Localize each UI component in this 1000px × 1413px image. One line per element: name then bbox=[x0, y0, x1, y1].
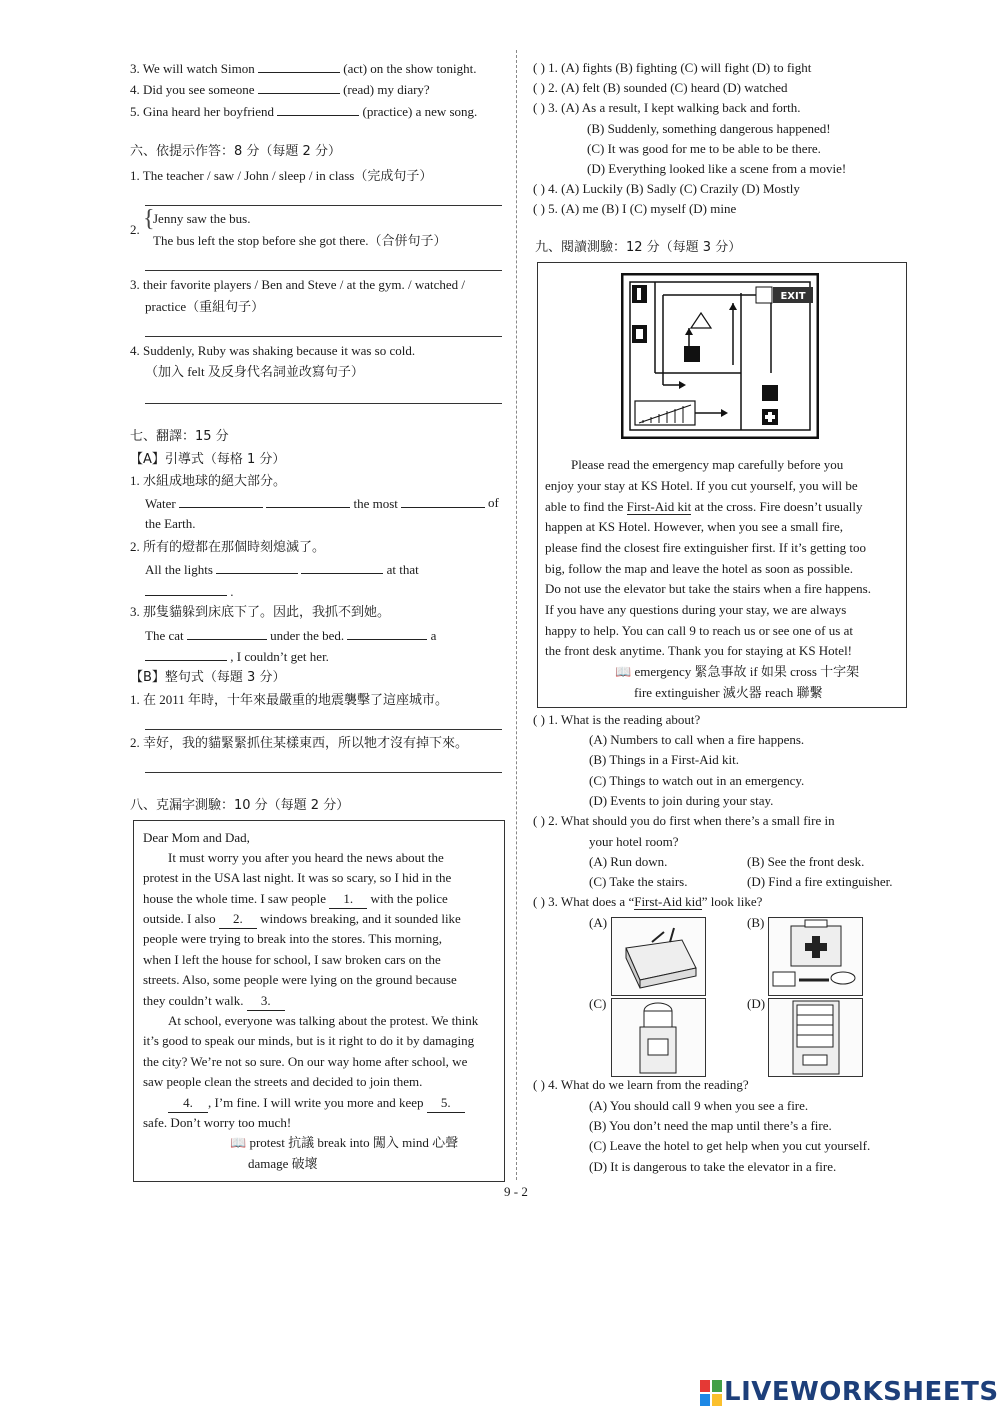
s6-q4-b: （加入 felt 及反身代名詞並改寫句子） bbox=[145, 364, 364, 379]
answer-blank[interactable] bbox=[145, 647, 227, 661]
answer-blank[interactable] bbox=[347, 626, 427, 640]
liveworksheets-badge-icon bbox=[700, 1380, 722, 1406]
answer-blank[interactable] bbox=[187, 626, 267, 640]
phone-icon bbox=[684, 346, 700, 362]
letter-line: streets. Also, some people were lying on the ground because bbox=[143, 972, 457, 987]
emergency-map bbox=[621, 273, 819, 439]
passage-line: able to find the First-Aid kit at the cross. Fire doesn’t usually bbox=[545, 499, 863, 514]
exit-door-icon bbox=[756, 287, 772, 303]
q4-opt-d: (D) It is dangerous to take the elevator in a fire. bbox=[589, 1159, 837, 1174]
answer-blank[interactable] bbox=[277, 102, 359, 116]
letter-line: safe. Don’t worry too much! bbox=[143, 1115, 292, 1130]
s6-q2-num: 2. bbox=[130, 222, 140, 237]
question-4[interactable]: ( ) 4. What do we learn from the reading? bbox=[533, 1077, 749, 1092]
q1-opt-a: (A) Numbers to call when a fire happens. bbox=[589, 732, 805, 747]
letter-line: protest in the USA last night. It was so scary, so I hid in the bbox=[143, 870, 452, 885]
passage-line: enjoy your stay at KS Hotel. If you cut yourself, you will be bbox=[545, 478, 858, 493]
q1-opt-b: (B) Things in a First-Aid kit. bbox=[589, 752, 739, 767]
q2-opt-a: (A) Run down. bbox=[589, 854, 668, 869]
passage-line: If you have any questions during your stay, we are always bbox=[545, 602, 847, 617]
item-5: 5. Gina heard her boyfriend (practice) a new song. bbox=[130, 104, 478, 119]
passage-line: big, follow the map and leave the hotel as soon as possible. bbox=[545, 561, 853, 576]
answer-line[interactable] bbox=[145, 772, 502, 773]
reading-vocab-2: fire extinguisher 滅火器 reach 聯繫 bbox=[634, 685, 823, 700]
letter-line: saw people clean the streets and decided to join them. bbox=[143, 1074, 423, 1089]
q4-opt-a: (A) You should call 9 when you see a fire. bbox=[589, 1098, 809, 1113]
s7-a3: 3. 那隻貓躲到床底下了。因此，我抓不到她。 bbox=[130, 604, 391, 619]
cloze-answer-4[interactable]: ( ) 4. (A) Luckily (B) Sadly (C) Crazily (D) Mostly bbox=[533, 181, 800, 196]
letter-line: when I left the house for school, I saw broken cars on the bbox=[143, 952, 441, 967]
water-dispenser-picture[interactable] bbox=[611, 998, 706, 1077]
answer-blank[interactable] bbox=[301, 560, 383, 574]
q1-opt-c: (C) Things to watch out in an emergency. bbox=[589, 773, 805, 788]
page-number: 9 - 2 bbox=[504, 1184, 528, 1199]
letter-line: it’s good to speak our minds, but is it right to do it by damaging bbox=[143, 1033, 475, 1048]
cloze-vocab: 📖 protest 抗議 break into 闖入 mind 心聲 bbox=[230, 1135, 459, 1150]
letter-line: It must worry you after you heard the news about the bbox=[168, 850, 444, 865]
letter-line: At school, everyone was talking about the protest. We think bbox=[168, 1013, 479, 1028]
letter-line: Dear Mom and Dad, bbox=[143, 830, 250, 845]
answer-blank[interactable] bbox=[216, 560, 298, 574]
first-aid-kit-picture[interactable] bbox=[768, 917, 863, 996]
map-svg bbox=[621, 273, 819, 439]
letter-line: the city? We’re not so sure. On our way home after school, we bbox=[143, 1054, 468, 1069]
answer-blank[interactable] bbox=[401, 494, 485, 508]
section-8-title: 八、克漏字測驗：10 分（每題 2 分） bbox=[130, 798, 350, 813]
passage-line: happy to help. You can call 9 to reach us or see one of us at bbox=[545, 623, 853, 638]
passage-line: the front desk anytime. Thank you for staying at KS Hotel! bbox=[545, 643, 853, 658]
item-3: 3. We will watch Simon (act) on the show tonight. bbox=[130, 61, 477, 76]
s7-a1-of: of bbox=[488, 495, 499, 510]
s6-q1: 1. The teacher / saw / John / sleep / in class（完成句子） bbox=[130, 168, 433, 183]
s7-a2: 2. 所有的燈都在那個時刻熄滅了。 bbox=[130, 539, 326, 554]
s7-a-title: 【A】引導式（每格 1 分） bbox=[130, 452, 286, 467]
letter-line: 4. , I’m fine. I will write you more and keep 5. bbox=[168, 1094, 465, 1113]
answer-line[interactable] bbox=[145, 205, 502, 206]
blank-2[interactable]: 2. bbox=[219, 910, 257, 929]
letter-line: outside. I also 2. windows breaking, and it sounded like bbox=[143, 910, 461, 929]
s7-a2-line2: . bbox=[145, 582, 234, 601]
blank-4[interactable]: 4. bbox=[168, 1094, 208, 1113]
cloze-answer-3[interactable]: ( ) 3. (A) As a result, I kept walking back and forth. bbox=[533, 100, 801, 115]
item-4: 4. Did you see someone (read) my diary? bbox=[130, 82, 430, 97]
first-aid-term: First-Aid kit bbox=[626, 499, 692, 514]
cloze-option: (D) Everything looked like a scene from a movie! bbox=[587, 161, 847, 176]
blank-5[interactable]: 5. bbox=[427, 1094, 465, 1113]
passage-line: Please read the emergency map carefully before you bbox=[571, 457, 844, 472]
s7-b2: 2. 幸好，我的貓緊緊抓住某樣東西，所以牠才沒有掉下來。 bbox=[130, 735, 469, 750]
q4-opt-b: (B) You don’t need the map until there’s a fire. bbox=[589, 1118, 832, 1133]
blank-3[interactable]: 3. bbox=[247, 992, 285, 1011]
cloze-vocab-2: damage 破壞 bbox=[248, 1156, 318, 1171]
q3-opt-b: (B) bbox=[747, 915, 765, 930]
cloze-option: (C) It was good for me to be able to be there. bbox=[587, 141, 821, 156]
q3-opt-d: (D) bbox=[747, 996, 766, 1011]
q3-opt-a: (A) bbox=[589, 915, 608, 930]
answer-line[interactable] bbox=[145, 270, 502, 271]
answer-line[interactable] bbox=[145, 729, 502, 730]
s7-a3-line2: , I couldn’t get her. bbox=[145, 647, 329, 666]
answer-line[interactable] bbox=[145, 403, 502, 404]
vending-machine-picture[interactable] bbox=[768, 998, 863, 1077]
book-icon: 📖 bbox=[230, 1135, 247, 1150]
answer-blank[interactable] bbox=[266, 494, 350, 508]
s6-q2-a: Jenny saw the bus. bbox=[153, 211, 251, 226]
section-6-title: 六、依提示作答：8 分（每題 2 分） bbox=[130, 144, 341, 159]
answer-blank[interactable] bbox=[145, 582, 227, 596]
cloze-answer-2[interactable]: ( ) 2. (A) felt (B) sounded (C) heard (D) watched bbox=[533, 80, 788, 95]
question-2[interactable]: ( ) 2. What should you do first when there’s a small fire in bbox=[533, 813, 835, 828]
q3-opt-c: (C) bbox=[589, 996, 607, 1011]
answer-line[interactable] bbox=[145, 336, 502, 337]
q4-opt-c: (C) Leave the hotel to get help when you cut yourself. bbox=[589, 1138, 871, 1153]
s6-q3-b: practice（重組句子） bbox=[145, 299, 265, 314]
extinguisher-icon bbox=[762, 385, 778, 401]
question-3[interactable]: ( ) 3. What does a “First-Aid kid” look like? bbox=[533, 894, 763, 909]
passage-line: Do not use the elevator but take the stairs when a fire happens. bbox=[545, 581, 871, 596]
s7-a1-end: the Earth. bbox=[145, 516, 196, 531]
letter-line: house the whole time. I saw people 1. with the police bbox=[143, 890, 448, 909]
s7-a1: 1. 水組成地球的絕大部分。 bbox=[130, 473, 287, 488]
s7-a1-line: Water the most bbox=[145, 494, 485, 513]
question-1[interactable]: ( ) 1. What is the reading about? bbox=[533, 712, 701, 727]
q1-opt-d: (D) Events to join during your stay. bbox=[589, 793, 774, 808]
exit-label: EXIT bbox=[780, 291, 806, 302]
q2-opt-d: (D) Find a fire extinguisher. bbox=[747, 874, 893, 889]
section-7-title: 七、翻譯：15 分 bbox=[130, 429, 229, 444]
passage-line: please find the closest fire extinguisher first. If it’s getting too bbox=[545, 540, 866, 555]
liveworksheets-logo: LIVEWORKSHEETS bbox=[700, 1377, 999, 1407]
s7-b-title: 【B】整句式（每題 3 分） bbox=[130, 670, 286, 685]
brace: { bbox=[143, 206, 155, 232]
s6-q3-a: 3. their favorite players / Ben and Steve / at the gym. / watched / bbox=[130, 277, 466, 292]
reading-vocab: 📖 emergency 緊急事故 if 如果 cross 十字架 bbox=[615, 664, 860, 679]
toolbox-picture[interactable] bbox=[611, 917, 706, 996]
section-9-title: 九、閱讀測驗：12 分（每題 3 分） bbox=[535, 240, 742, 255]
s6-q2-b: The bus left the stop before she got there.（合併句子） bbox=[153, 233, 447, 248]
cloze-answer-1[interactable]: ( ) 1. (A) fights (B) fighting (C) will fight (D) to fight bbox=[533, 60, 812, 75]
s7-a3-line: The cat under the bed. a bbox=[145, 628, 437, 643]
q2-opt-b: (B) See the front desk. bbox=[747, 854, 865, 869]
passage-line: happen at KS Hotel. However, when you see a small fire, bbox=[545, 519, 844, 534]
answer-blank[interactable] bbox=[179, 494, 263, 508]
s6-q4-a: 4. Suddenly, Ruby was shaking because it was so cold. bbox=[130, 343, 416, 358]
letter-line: they couldn’t walk. 3. bbox=[143, 992, 285, 1011]
column-divider bbox=[516, 50, 517, 1180]
s7-b1: 1. 在 2011 年時，十年來最嚴重的地震襲擊了這座城市。 bbox=[130, 692, 449, 707]
letter-line: people were trying to break into the stores. This morning, bbox=[143, 931, 443, 946]
blank-1[interactable]: 1. bbox=[329, 890, 367, 909]
answer-blank[interactable] bbox=[258, 80, 340, 94]
cloze-answer-5[interactable]: ( ) 5. (A) me (B) I (C) myself (D) mine bbox=[533, 201, 737, 216]
s7-a2-line: All the lights at that bbox=[145, 562, 419, 577]
cloze-option: (B) Suddenly, something dangerous happened! bbox=[587, 121, 831, 136]
answer-blank[interactable] bbox=[258, 59, 340, 73]
q2-opt-c: (C) Take the stairs. bbox=[589, 874, 688, 889]
book-icon: 📖 bbox=[615, 664, 632, 679]
q2-cont: your hotel room? bbox=[589, 834, 679, 849]
